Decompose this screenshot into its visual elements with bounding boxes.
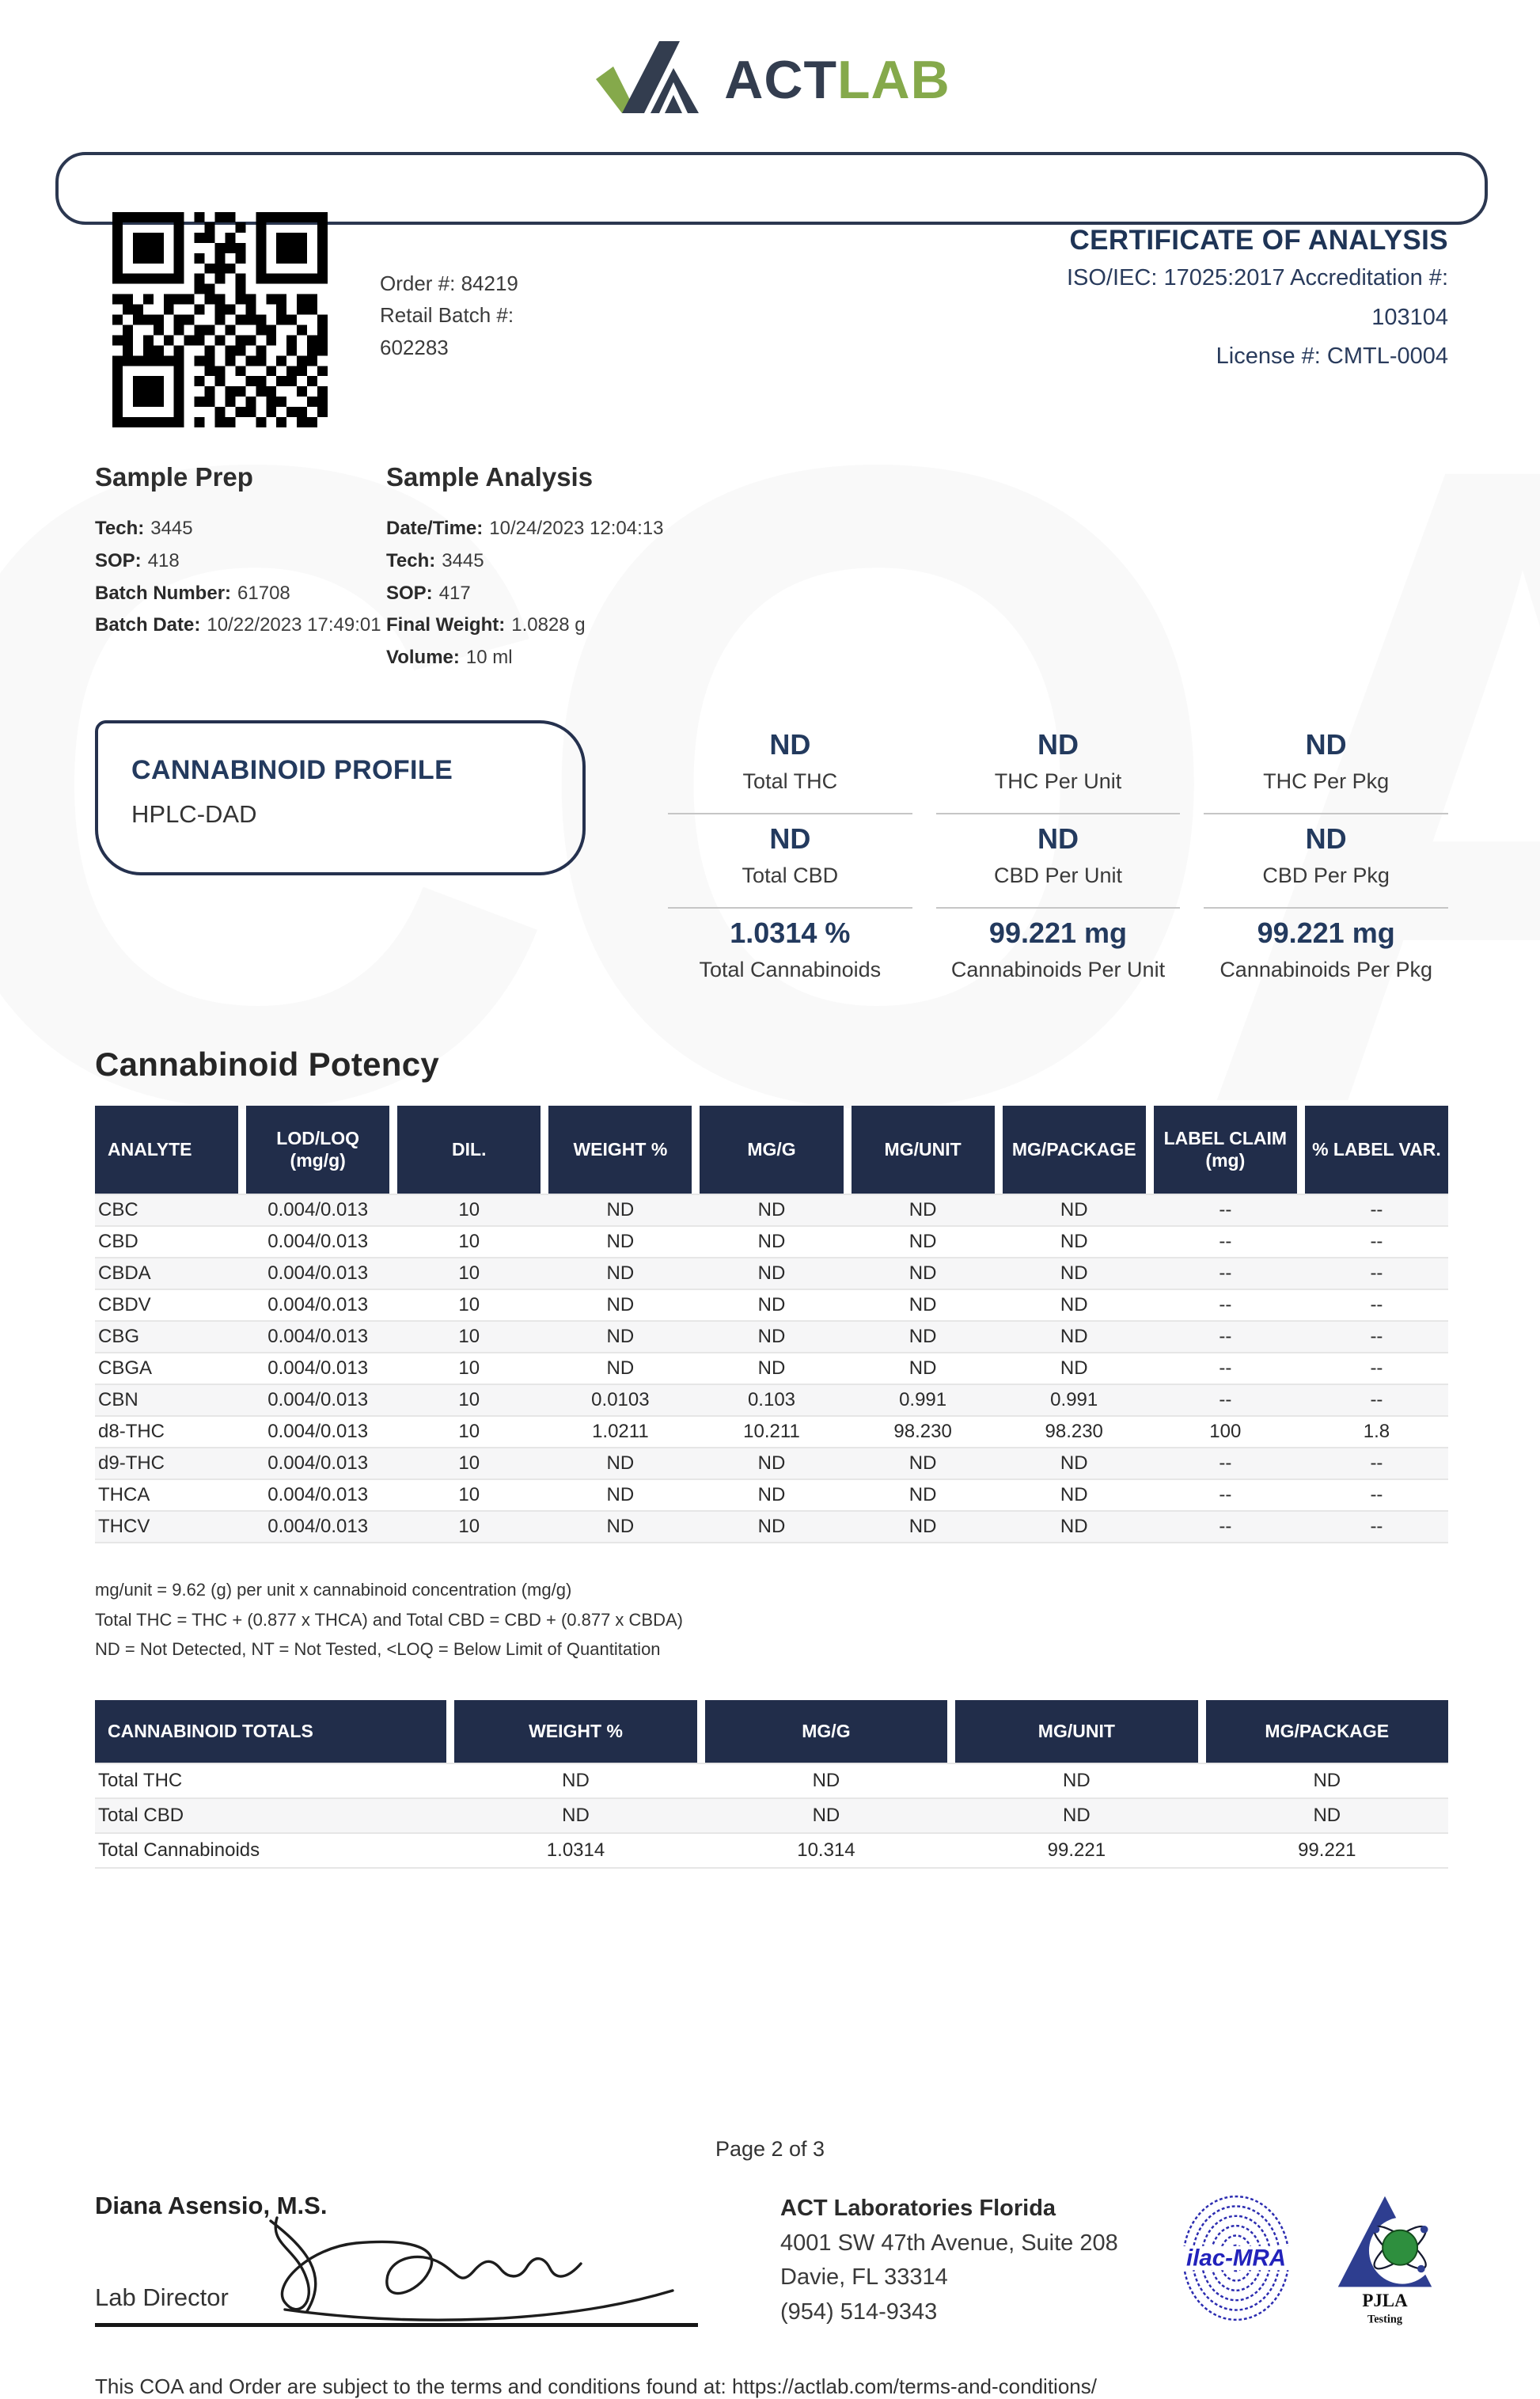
column-header: MG/G — [705, 1700, 947, 1763]
top-row — [95, 188, 1448, 427]
column-header: LOD/LOQ (mg/g) — [246, 1106, 389, 1194]
accreditation-line1: ISO/IEC: 17025:2017 Accreditation #: — [1066, 265, 1448, 290]
profile-method: HPLC-DAD — [131, 799, 257, 828]
cannabinoid-profile-box — [95, 720, 586, 875]
sample-analysis-tech: Tech: 3445 — [386, 549, 484, 571]
sample-prep-title: Sample Prep — [95, 462, 253, 492]
signature-area — [95, 2228, 728, 2323]
signature-block — [95, 2192, 728, 2332]
order-info — [380, 188, 518, 427]
signature-icon — [229, 2207, 720, 2329]
table-row: Total Cannabinoids 1.0314 10.314 99.221 99.221 — [95, 1832, 1448, 1867]
table-row: CBDA 0.004/0.013 10 ND ND ND ND -- -- — [95, 1257, 1448, 1289]
summary-total-cannabinoids: 1.0314 % Total Cannabinoids — [699, 916, 882, 981]
totals-table — [95, 1700, 1448, 1869]
table-row: CBN 0.004/0.013 10 0.0103 0.103 0.991 0.991 -- -- — [95, 1384, 1448, 1415]
ilac-mra-logo-icon — [1176, 2192, 1296, 2329]
summary-grid — [668, 720, 1448, 1001]
sample-prep-tech: Tech: 3445 — [95, 518, 193, 539]
potency-table — [95, 1106, 1448, 1543]
summary-thc-per-pkg: ND THC Per Pkg — [1204, 720, 1448, 814]
sample-prep-section — [95, 462, 386, 674]
table-row: CBG 0.004/0.013 10 ND ND ND ND -- -- — [95, 1320, 1448, 1352]
qr-code — [112, 212, 328, 427]
table-row: d8-THC 0.004/0.013 10 1.0211 10.211 98.230 98.230 100 1.8 — [95, 1415, 1448, 1447]
sample-prep-sop: SOP: 418 — [95, 549, 180, 571]
actlab-logo-icon — [590, 32, 708, 129]
profile-summary-row — [95, 720, 1448, 1001]
brand-act-text: ACT — [724, 50, 837, 110]
certificate-title: CERTIFICATE OF ANALYSIS — [1069, 225, 1448, 256]
table-row: Total THC ND ND ND ND — [95, 1763, 1448, 1797]
table-row: Total CBD ND ND ND ND — [95, 1797, 1448, 1832]
terms-line: This COA and Order are subject to the terms and conditions found at: https://actlab.com/terms-and-conditions/ — [95, 2374, 1097, 2399]
column-header: ANALYTE — [95, 1106, 238, 1194]
lab-director-name: Diana Asensio, M.S. — [95, 2192, 328, 2220]
table-row: CBC 0.004/0.013 10 ND ND ND ND -- -- — [95, 1194, 1448, 1225]
table-row: THCV 0.004/0.013 10 ND ND ND ND -- -- — [95, 1510, 1448, 1542]
lab-name: ACT Laboratories Florida — [780, 2196, 1056, 2222]
table-row: CBD 0.004/0.013 10 ND ND ND ND -- -- — [95, 1225, 1448, 1257]
summary-cannabinoids-per-pkg: 99.221 mg Cannabinoids Per Pkg — [1219, 916, 1432, 981]
sample-prep-batch-number: Batch Number: 61708 — [95, 582, 290, 604]
order-section — [95, 188, 518, 427]
brand-header — [0, 0, 1540, 139]
retail-batch-value: 602283 — [380, 335, 449, 359]
table-row: CBGA 0.004/0.013 10 ND ND ND ND -- -- — [95, 1352, 1448, 1384]
sample-analysis-section — [386, 462, 663, 674]
sample-analysis-title: Sample Analysis — [386, 462, 594, 492]
summary-thc-per-unit: ND THC Per Unit — [936, 720, 1181, 814]
brand-wordmark — [724, 50, 950, 110]
column-header: MG/G — [700, 1106, 843, 1194]
column-header: CANNABINOID TOTALS — [95, 1700, 446, 1763]
sample-info-row — [95, 462, 1448, 674]
lab-address-line1: 4001 SW 47th Avenue, Suite 208 — [780, 2230, 1118, 2256]
column-header: MG/PACKAGE — [1206, 1700, 1448, 1763]
accreditation-logos — [1176, 2192, 1448, 2332]
svg-text:ilac-MRA: ilac-MRA — [1186, 2245, 1286, 2272]
certificate-heading — [1067, 188, 1448, 427]
footnote-mg-unit: mg/unit = 9.62 (g) per unit x cannabinoid concentration (mg/g) — [95, 1580, 572, 1600]
license-number: License #: CMTL-0004 — [1216, 344, 1448, 369]
lab-address-line2: Davie, FL 33314 — [780, 2264, 948, 2291]
sample-analysis-volume: Volume: 10 ml — [386, 647, 513, 669]
totals-table-header — [95, 1700, 1448, 1763]
summary-total-cbd: ND Total CBD — [668, 814, 912, 909]
column-header: LABEL CLAIM (mg) — [1154, 1106, 1297, 1194]
summary-cbd-per-unit: ND CBD Per Unit — [936, 814, 1181, 909]
pjla-testing-logo-icon — [1329, 2192, 1440, 2332]
potency-table-header — [95, 1106, 1448, 1194]
sample-analysis-datetime: Date/Time: 10/24/2023 12:04:13 — [386, 518, 664, 539]
lab-phone: (954) 514-9343 — [780, 2298, 938, 2325]
brand-lab-text: LAB — [837, 50, 950, 110]
footer-row — [95, 2192, 1448, 2332]
accreditation-number: 103104 — [1371, 304, 1448, 330]
sample-prep-batch-date: Batch Date: 10/22/2023 17:49:01 — [95, 614, 381, 636]
lab-info — [780, 2192, 1152, 2332]
order-number: Order #: 84219 — [380, 271, 518, 295]
profile-title: CANNABINOID PROFILE — [131, 754, 453, 785]
potency-section-title: Cannabinoid Potency — [95, 1045, 440, 1083]
summary-total-thc: ND Total THC — [668, 720, 912, 814]
retail-batch-label: Retail Batch #: — [380, 303, 514, 328]
footnote-total-formula: Total THC = THC + (0.877 x THCA) and Total CBD = CBD + (0.877 x CBDA) — [95, 1609, 683, 1630]
column-header: % LABEL VAR. — [1305, 1106, 1448, 1194]
summary-cbd-per-pkg: ND CBD Per Pkg — [1204, 814, 1448, 909]
page-number: Page 2 of 3 — [715, 2137, 825, 2161]
svg-text:PJLA: PJLA — [1362, 2291, 1408, 2311]
table-row: d9-THC 0.004/0.013 10 ND ND ND ND -- -- — [95, 1447, 1448, 1478]
sample-analysis-sop: SOP: 417 — [386, 582, 471, 604]
table-row: THCA 0.004/0.013 10 ND ND ND ND -- -- — [95, 1478, 1448, 1510]
column-header: MG/UNIT — [852, 1106, 995, 1194]
footnote-abbreviations: ND = Not Detected, NT = Not Tested, <LOQ = Below Limit of Quantitation — [95, 1638, 661, 1659]
terms-link[interactable]: https://actlab.com/terms-and-conditions/ — [731, 2374, 1097, 2399]
svg-text:Testing: Testing — [1367, 2313, 1403, 2326]
sample-analysis-final-weight: Final Weight: 1.0828 g — [386, 614, 586, 636]
column-header: MG/PACKAGE — [1003, 1106, 1146, 1194]
footnotes — [95, 1575, 1448, 1664]
column-header: DIL. — [397, 1106, 541, 1194]
column-header: WEIGHT % — [454, 1700, 696, 1763]
lab-director-role: Lab Director — [95, 2283, 229, 2312]
column-header: WEIGHT % — [548, 1106, 692, 1194]
summary-cannabinoids-per-unit: 99.221 mg Cannabinoids Per Unit — [950, 916, 1166, 981]
column-header: MG/UNIT — [955, 1700, 1197, 1763]
table-row: CBDV 0.004/0.013 10 ND ND ND ND -- -- — [95, 1289, 1448, 1320]
